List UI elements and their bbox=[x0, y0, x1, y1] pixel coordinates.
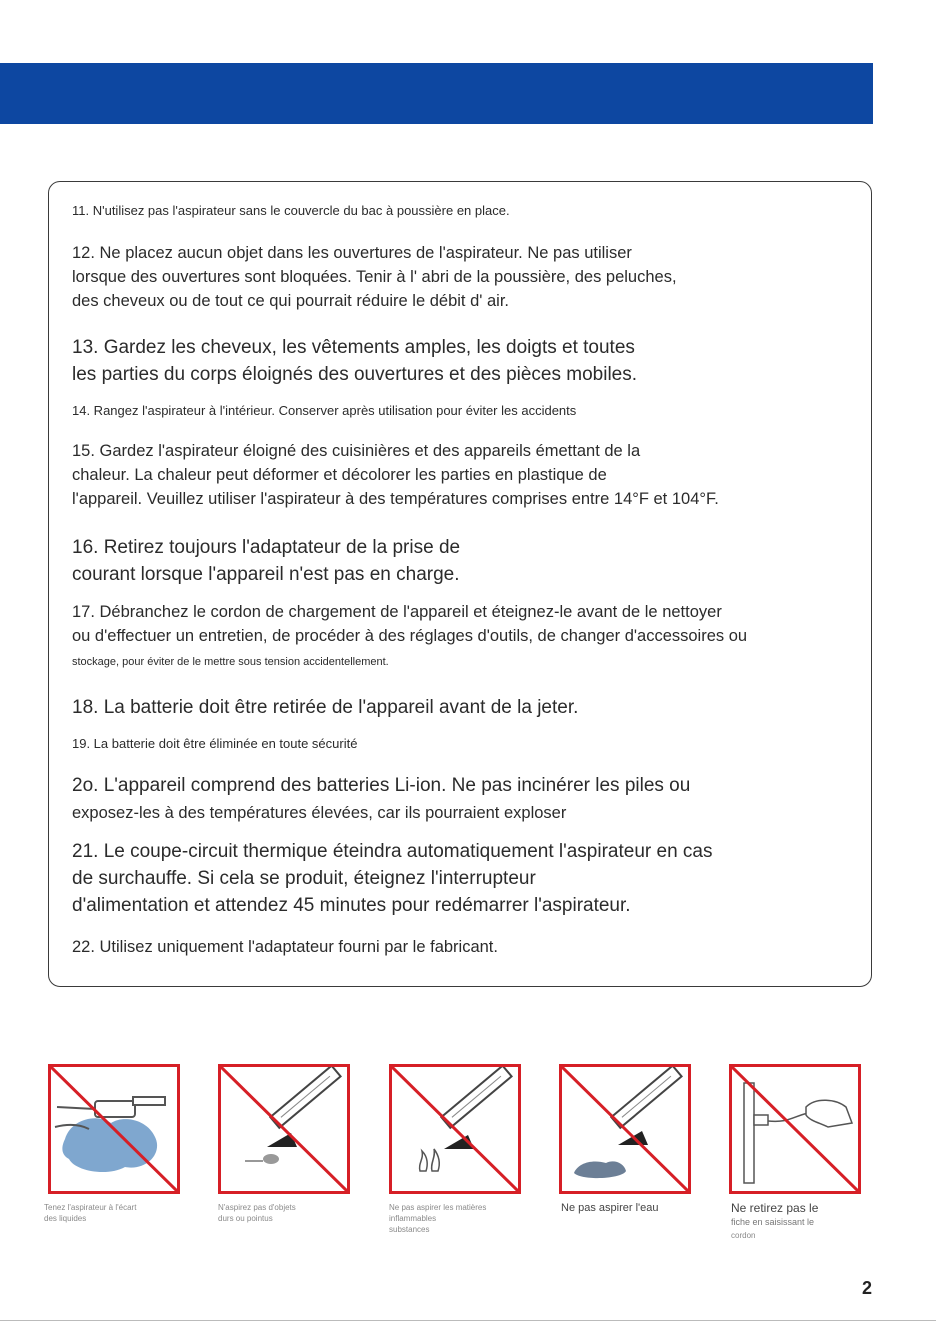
warning-19: 19. La batterie doit être éliminée en toute sécurité bbox=[72, 736, 358, 751]
pictogram-caption-5: Ne retirez pas le fiche en saisissant le cordon bbox=[731, 1201, 819, 1240]
warning-11: 11. N'utilisez pas l'aspirateur sans le couvercle du bac à poussière en place. bbox=[72, 203, 510, 218]
pictogram-caption-4: Ne pas aspirer l'eau bbox=[561, 1202, 659, 1214]
warning-15: 15. Gardez l'aspirateur éloigné des cuisinières et des appareils émettant de la chaleur. La chaleur peut déformer et décolorer les parties en plastique de l'appareil. Veuillez utiliser l'aspirateur à des températures comprises entre 14°F et 104°F. bbox=[72, 442, 719, 508]
warning-20: 2o. L'appareil comprend des batteries Li-ion. Ne pas incinérer les piles ou exposez-les à des températures élevées, car ils pourraient exploser bbox=[72, 775, 691, 822]
pictogram-caption-3: Ne pas aspirer les matières inflammables substances bbox=[389, 1203, 487, 1234]
pull-cord-prohibited-icon bbox=[729, 1064, 861, 1194]
warning-21: 21. Le coupe-circuit thermique éteindra automatiquement l'aspirateur en cas de surchauffe. Si cela se produit, éteignez l'interrupteur d'alimentation et attendez 45 minutes pour redémarrer l'aspirateur. bbox=[72, 841, 713, 916]
warning-16: 16. Retirez toujours l'adaptateur de la prise de courant lorsque l'appareil n'est pas en charge. bbox=[72, 537, 461, 585]
vacuum-burning-materials-prohibited-icon bbox=[389, 1064, 521, 1194]
warning-12: 12. Ne placez aucun objet dans les ouvertures de l'aspirateur. Ne pas utiliser lorsque des ouvertures sont bloquées. Tenir à l' abri de la poussière, des peluches, des cheveux ou de tout ce qui pourrait réduire le débit d' air. bbox=[72, 244, 677, 310]
vacuum-water-prohibited-icon bbox=[559, 1064, 691, 1194]
warning-13: 13. Gardez les cheveux, les vêtements amples, les doigts et toutes les parties du corps éloignés des ouvertures et des pièces mobiles. bbox=[72, 337, 638, 385]
bottom-rule bbox=[0, 1320, 936, 1321]
warning-17: 17. Débranchez le cordon de chargement de l'appareil et éteignez-le avant de le nettoyer ou d'effectuer un entretien, de procéder à des réglages d'outils, de changer d'accessoires ou stockage, pour éviter de le mettre sous tension accidentellement. bbox=[72, 603, 748, 668]
warning-18: 18. La batterie doit être retirée de l'appareil avant de la jeter. bbox=[72, 697, 579, 718]
header-band bbox=[0, 63, 873, 124]
warning-14: 14. Rangez l'aspirateur à l'intérieur. Conserver après utilisation pour éviter les accidents bbox=[72, 403, 577, 418]
pictogram-caption-2: N'aspirez pas d'objets durs ou pointus bbox=[218, 1203, 296, 1223]
warning-22: 22. Utilisez uniquement l'adaptateur fourni par le fabricant. bbox=[72, 938, 498, 956]
pictogram-caption-1: Tenez l'aspirateur à l'écart des liquides bbox=[44, 1203, 137, 1223]
vacuum-near-water-prohibited-icon bbox=[48, 1064, 180, 1194]
vacuum-hard-objects-prohibited-icon bbox=[218, 1064, 350, 1194]
page-number: 2 bbox=[862, 1278, 873, 1298]
